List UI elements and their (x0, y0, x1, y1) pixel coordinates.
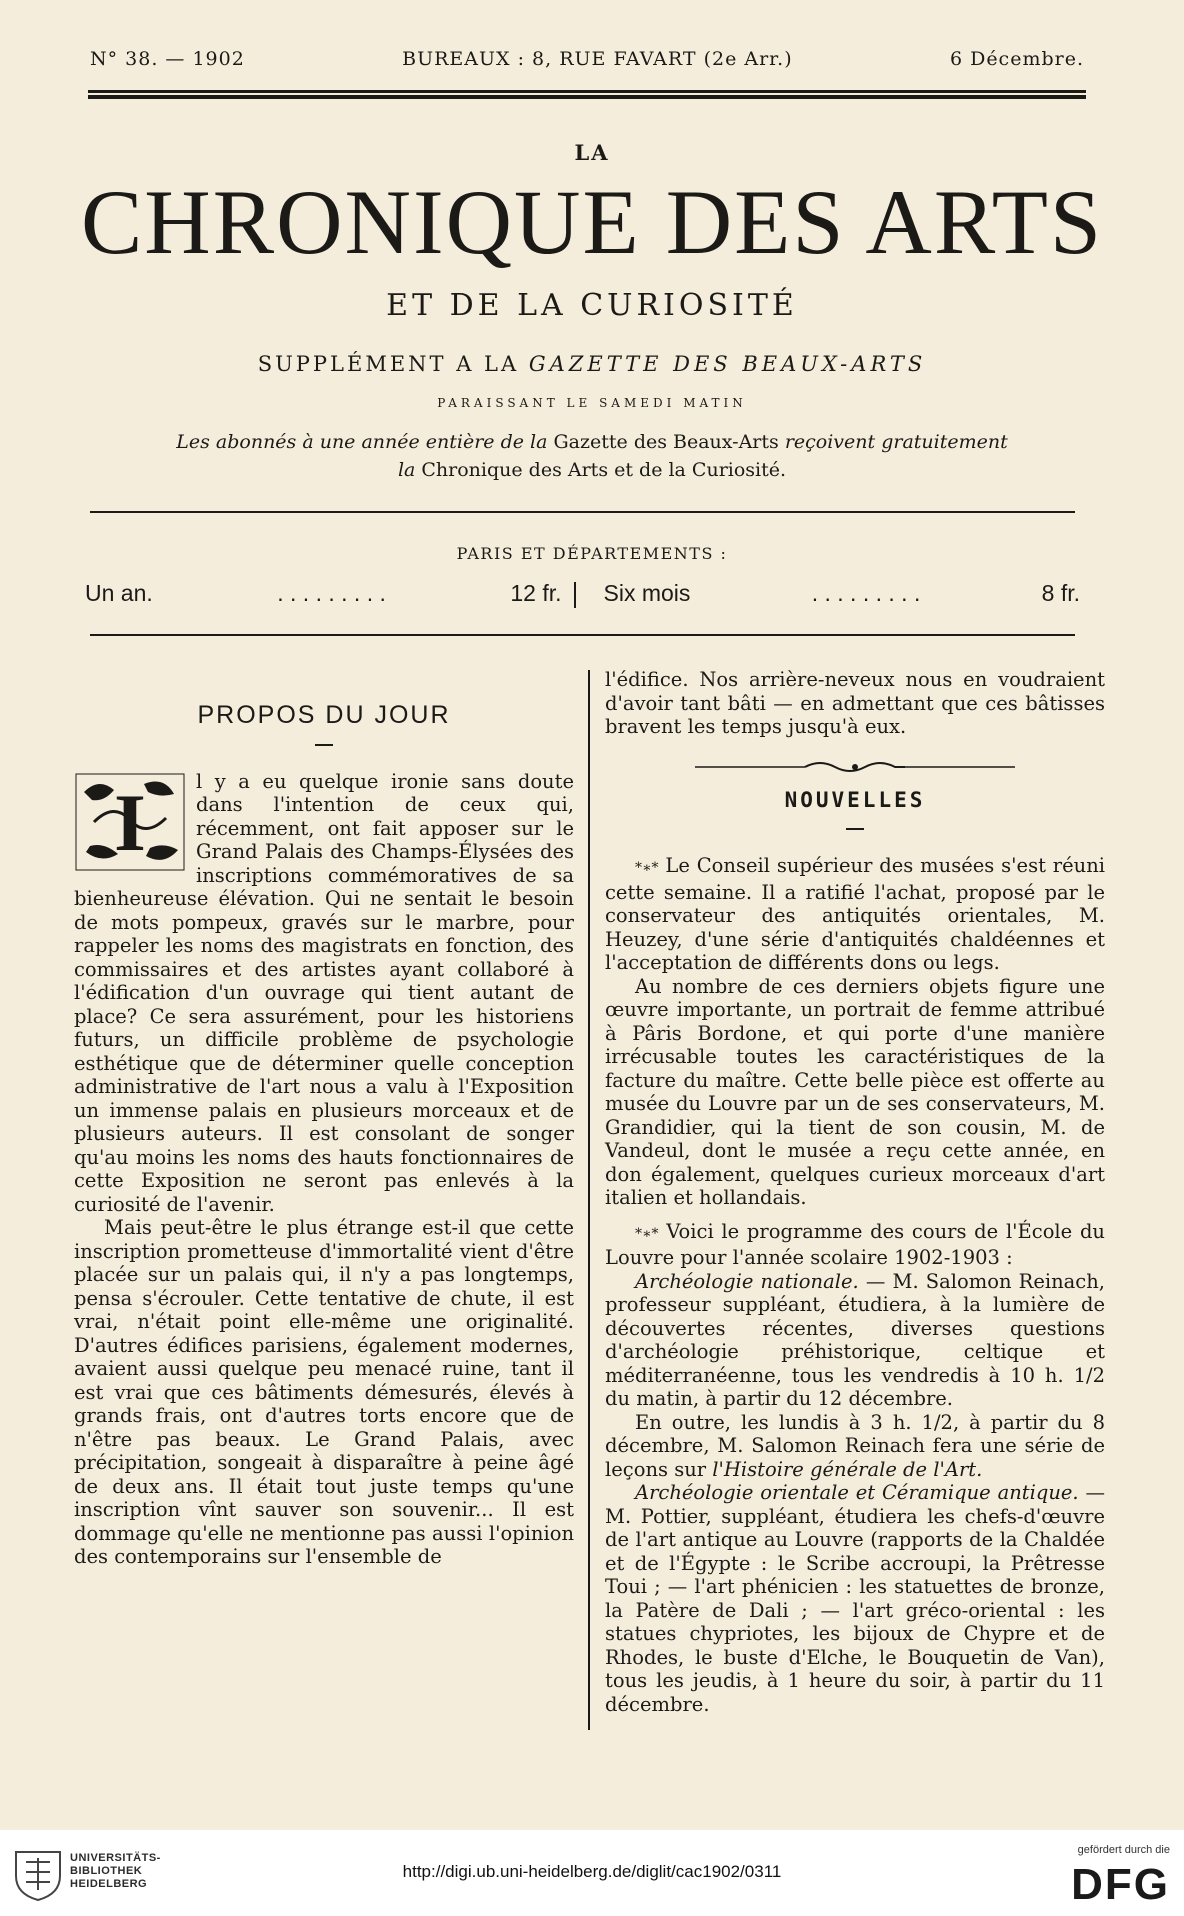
price-year-amount: 12 fr. (510, 580, 562, 606)
supplement-line (0, 352, 1184, 376)
propos-paragraph-1: l y a eu quelque ironie sans doute dans l'intention de ceux qui, récemment, ont fait apposer sur le Grand Palais des Champs-Élysées des inscriptions commémoratives de sa bienheureuse élévation. Qui ne sentait le besoin de mots pompeux, gravés sur le marbre, pour rappeler les noms des magistrats en fonction, des commissaires et des artistes ayant collaboré à l'édification d'un ouvrage qui tient autant de place? Ce sera assurément, pour les historiens futurs, un difficile problème de psychologie esthétique que de déterminer quelle conception administrative de l'art nous a valu à l'Exposition un immense palais en plusieurs morceaux et de plusieurs auteurs. Il est consolant de songer qu'au moins les noms des hauts fonctionnaires de cette Exposition ne seront pas enlevés à la curiosité de l'avenir. (74, 769, 574, 1216)
newspaper-subtitle: ET DE LA CURIOSITÉ (386, 288, 798, 323)
header-rule (90, 511, 1075, 513)
viewer-footer (0, 1830, 1184, 1916)
subscriber-note-a: Les abonnés à une année entière de la (176, 431, 548, 453)
news-stars-2: *∗* (635, 1225, 659, 1242)
issue-date: 6 Décembre. (949, 48, 1084, 70)
issue-number: N° 38. — 1902 (90, 48, 245, 70)
news-item-2: Au nombre de ces derniers objets figure une œuvre importante, un portrait de femme attribué à Pâris Bordone, et qui porte d'une manière irrécusable toutes les caractéristiques de la facture du maître. Cette belle pièce est offerte au musée du Louvre par un de ses conservateurs, M. Grandidier, qui la tient de son cousin, M. de Vandeul, dont le musée a reçu cette année, en don également, quelques curieux morceaux d'art italien et hollandais. (605, 974, 1105, 1209)
heading-dash (315, 744, 333, 746)
masthead-rule (88, 90, 1086, 99)
propos-paragraph-2: Mais peut-être le plus étrange est-il que cette inscription prometteuse d'immortalité vient d'être placée sur un palais qui, il n'y a pas longtemps, pensa s'écrouler. Cette tentative de chute, il est vrai, n'était point elle-même une originalité. D'autres édifices parisiens, également modernes, avaient aussi quelque peu menacé ruine, tant il est vrai que ces bâtiments démesurés, élevés à grands frais, ont d'autres torts encore que de n'être pas beaux. Le Grand Palais, avec précipitation, songeait à disparaître à peine âgé de deux ans. Il était tout juste temps qu'une inscription vînt sauver son souvenir... Il est dommage qu'elle ne mentionne pas aussi l'opinion des contemporains sur l'ensemble de (74, 1216, 574, 1568)
funded-by-label: gefördert durch die (1077, 1844, 1170, 1856)
supplement-gazette: GAZETTE DES BEAUX-ARTS (528, 352, 927, 376)
news-item-6-title: Archéologie orientale et Céramique antique. (635, 1481, 1079, 1504)
subscription-rule (90, 634, 1075, 636)
nouvelles-heading: NOUVELLES (784, 787, 926, 812)
column-divider (588, 670, 590, 1730)
publication-frequency: PARAISSANT LE SAMEDI MATIN (437, 396, 747, 410)
price-six-label: Six mois (603, 580, 691, 606)
price-six-months (576, 580, 1081, 608)
news-item-4-title: Archéologie nationale. (635, 1269, 859, 1293)
propos-heading: PROPOS DU JOUR (197, 701, 451, 729)
news-item-5 (605, 1411, 1105, 1482)
news-item-4-text: — M. Salomon Reinach, professeur suppléant, étudiera, à la lumière de découvertes récentes, diverses questions d'archéologie préhistorique, celtique et méditerranéenne, tous les vendredis à 10 h. 1/2 du matin, à partir du 12 décembre. (605, 1269, 1105, 1410)
uni-line-3: HEIDELBERG (70, 1878, 148, 1890)
title-article: LA (574, 140, 610, 165)
subscriber-note-e: Chronique des Arts et de la Curiosité. (421, 459, 787, 481)
uni-line-2: BIBLIOTHEK (70, 1865, 143, 1877)
news-item-6 (605, 1481, 1105, 1716)
subscriber-note-c: reçoivent gratuitement (784, 431, 1008, 453)
subscriber-note-b: Gazette des Beaux-Arts (553, 431, 779, 453)
subscription-prices (85, 580, 1080, 608)
price-year-label: Un an. (85, 580, 153, 606)
subscription-heading: PARIS ET DÉPARTEMENTS : (456, 544, 728, 563)
subscriber-note (0, 428, 1184, 484)
news-item-5-text: En outre, les lundis à 3 h. 1/2, à partir du 8 décembre, M. Salomon Reinach fera une série de leçons sur (605, 1410, 1105, 1481)
uni-line-1: UNIVERSITÄTS- (70, 1852, 161, 1864)
masthead-line (90, 48, 1084, 70)
news-stars-1: *∗* (635, 860, 659, 876)
price-year (85, 580, 574, 608)
news-item-5-title: l'Histoire générale de l'Art. (712, 1457, 983, 1481)
newspaper-title: CHRONIQUE DES ARTS (80, 171, 1104, 273)
news-item-1 (605, 854, 1105, 975)
news-item-3-text: Voici le programme des cours de l'École du Louvre pour l'année scolaire 1902-1903 : (605, 1219, 1105, 1269)
svg-text:I: I (114, 776, 146, 868)
ornamental-initial-icon (74, 772, 186, 872)
price-six-dots: . . . . . . . . . (811, 580, 921, 606)
right-column (605, 668, 1105, 1716)
propos-continuation: l'édifice. Nos arrière-neveux nous en voudraient d'avoir tant bâti — en admettant que ces bâtisses bravent les temps jusqu'à eux. (605, 668, 1105, 738)
news-item-1-text: Le Conseil supérieur des musées s'est réuni cette semaine. Il a ratifié l'achat, proposé par le conservateur des antiquités orientales, M. Heuzey, d'une série d'antiquités chaldéennes et l'acceptation de différents dons ou legs. (605, 854, 1105, 974)
supplement-prefix: SUPPLÉMENT A LA (257, 352, 520, 376)
bureaux-address: BUREAUX : 8, RUE FAVART (2e Arr.) (402, 48, 793, 70)
news-item-3 (605, 1220, 1105, 1270)
left-column (74, 668, 574, 1569)
price-six-amount: 8 fr. (1041, 580, 1080, 606)
dfg-logo: DFG (1071, 1860, 1170, 1909)
price-year-dots: . . . . . . . . . (277, 580, 386, 606)
permalink-url[interactable]: http://digi.ub.uni-heidelberg.de/diglit/cac1902/0311 (402, 1862, 782, 1881)
nouvelles-dash (846, 828, 864, 830)
subscriber-note-d: la (397, 459, 416, 481)
fleuron-ornament-icon (695, 757, 1015, 777)
news-item-6-text: — M. Pottier, suppléant, étudiera les chefs-d'œuvre de l'art antique au Louvre (rapports de la Chaldée et de l'Égypte : le Scribe accroupi, la Prêtresse Toui ; — l'art phénicien : les statuettes de bronze, la Patère de Dali ; — l'art gréco-oriental : les statues chypriotes, les bijoux de Chypre et de Rhodes, le buste d'Elche, le Bouquetin de Van), tous les jeudis, à 1 heure du soir, à partir du 11 décembre. (605, 1481, 1105, 1716)
news-item-4 (605, 1270, 1105, 1411)
